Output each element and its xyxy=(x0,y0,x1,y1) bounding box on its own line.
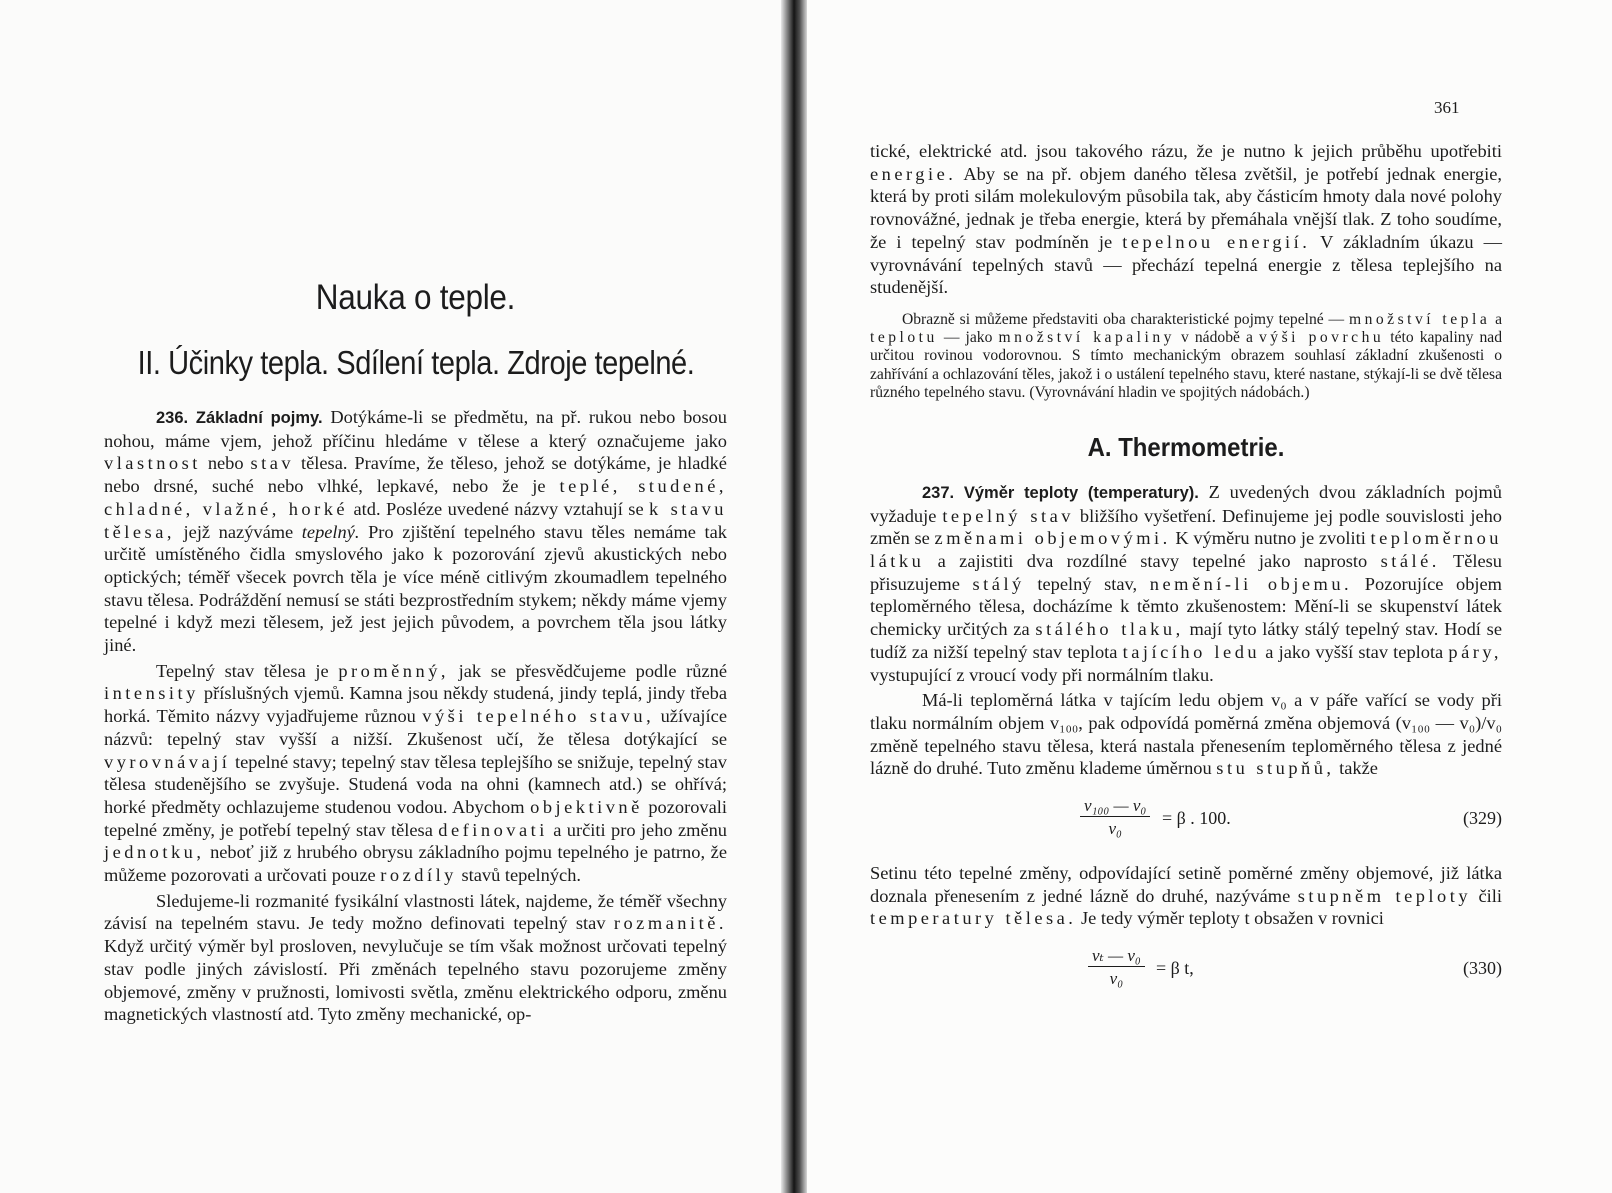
text-run: tělesa. Pravíme, že těleso, jehož se dotýkáme, je hladké nebo drsné, suché nebo vlhké, lepkavé, nebo že je xyxy=(104,453,727,497)
text-run: K výměru nutno je zvoliti xyxy=(1175,528,1366,549)
text-run: jak se přesvědčujeme podle různé xyxy=(458,660,728,681)
text-run: v nádobě a xyxy=(1181,329,1253,347)
spaced-term: jednotku, xyxy=(104,842,205,863)
spaced-term: teplé, studené, chladné, vlažné, horké xyxy=(104,476,727,519)
text-run: Je tedy výměr teploty t obsažen v rovnici xyxy=(1081,908,1384,929)
equation-329-fraction xyxy=(1080,796,1150,839)
spaced-term: výši tepelného stavu, xyxy=(422,706,655,727)
text-run: Obrazně si můžeme představiti oba charakteristické pojmy tepelné — xyxy=(902,310,1345,328)
text-run: tepelný stav, xyxy=(1037,573,1138,594)
spaced-term: tepelnou energií. xyxy=(1122,231,1311,252)
spaced-term: páry, xyxy=(1448,641,1502,662)
spaced-term: rozmanitě. xyxy=(613,913,727,934)
text-run: bližšího vyšetření. Definujeme jej podle souvislosti jeho změn se xyxy=(870,505,1503,549)
book-gutter xyxy=(781,0,807,1193)
text-run: Sledujeme-li rozmanité fysikální vlastnosti látek, najdeme, že téměř všechny závisí na tepelném stavu. Je tedy možno definovati tepelný stav xyxy=(104,890,727,934)
text-run: užívajíce názvů: tepelný stav vyšší a nižší. Zkušenost učí, že tělesa dotýkající se xyxy=(104,706,727,749)
text-run: Aby se na př. objem daného tělesa zvětšil, je potřebí jednak energie, která by proti silám molekulovým působila tak, aby částicím hmoty dala nové polohy rovnovážné, jednak je třeba energie, která by přemáhala vnější tlak. Z toho soudíme, že i tepelný stav podmíněn je xyxy=(870,163,1502,252)
spaced-term: výši povrchu xyxy=(1259,329,1385,347)
spaced-term: stálého tlaku, xyxy=(1035,619,1184,640)
equation-329-number: (329) xyxy=(1463,808,1502,829)
text-run: vystupující z vroucí vody při normálním tlaku. xyxy=(870,664,1214,685)
spaced-term: intensity xyxy=(104,683,199,704)
equation-329-rhs: = β . 100. xyxy=(1162,808,1231,829)
text-run: atd. Posléze uvedené názvy vztahují se xyxy=(353,498,644,519)
text-run: čili xyxy=(1478,885,1502,906)
text-run: Tepelný stav tělesa je xyxy=(156,660,329,681)
spaced-term: teploměrnou látku xyxy=(870,528,1502,572)
text-run: a určiti pro jeho změnu xyxy=(553,819,727,840)
spaced-term: rozdíly xyxy=(380,865,457,886)
text-run: Pozorujíce objem teploměrného tělesa, docházíme k těmto zkušenostem: Mění-li se skupenství látek chemicky určitých za xyxy=(870,573,1502,640)
text-run: a zajistiti dva rozdílné stavy tepelné jako naprosto xyxy=(937,551,1368,572)
spaced-term: množství kapaliny xyxy=(998,329,1175,347)
right-paragraph-1 xyxy=(870,140,1502,299)
equation-329-denominator: v₀ xyxy=(1108,819,1122,839)
text-run: tepelné stavy; tepelný stav tělesa teplejšího se snižuje, tepelný stav tělesa studenějšího se zvyšuje. Studená voda na ohni (kamnech atd.) se ohřívá; horké předměty ochlazujeme studenou vodou. Abychom xyxy=(104,751,728,817)
spaced-term: definovati xyxy=(438,819,548,840)
text-run: jejž nazýváme xyxy=(183,521,294,542)
left-text-column xyxy=(104,278,727,1026)
spaced-term: množství tepla xyxy=(1348,310,1491,328)
spaced-term: k stavu tělesa, xyxy=(104,498,727,542)
equation-330-fraction xyxy=(1088,946,1145,989)
text-run: Když určitý výměr byl prosloven, nevylučuje se tím však možnost určovati tepelný stav podle jiných závislostí. Při změnách tepelného stavu pozorujeme změny objemové, změny v pružnosti, lomivosti světla, změnu elektrického odporu, změnu magnetických vlastností atd. Tyto změny mechanické, op- xyxy=(104,936,727,1025)
section-236-heading: 236. Základní pojmy. xyxy=(156,409,323,427)
equation-330-number: (330) xyxy=(1463,958,1502,979)
equation-330-rhs: = β t, xyxy=(1156,958,1194,979)
spaced-term: vlastnost xyxy=(104,453,201,474)
section-237-heading: 237. Výměr teploty (temperatury). xyxy=(922,483,1199,502)
spaced-term: stupněm teploty xyxy=(1297,885,1472,906)
spaced-term: nemění-li objemu. xyxy=(1149,573,1353,594)
spaced-term: energie. xyxy=(870,163,957,184)
text-run: stavů tepelných. xyxy=(461,865,581,886)
chapter-title: II. Účinky tepla. Sdílení tepla. Zdroje tepelné. xyxy=(137,344,695,381)
spaced-term: stav xyxy=(250,453,295,474)
text-run: Z uvedených dvou základních pojmů vyžaduje xyxy=(870,481,1502,526)
spaced-term: stu stupňů, xyxy=(1216,758,1335,779)
spaced-term: tajícího ledu xyxy=(1122,641,1261,662)
spaced-term: vyrovnávají xyxy=(104,751,231,772)
text-run: příslušných vjemů. Kamna jsou někdy studená, jindy teplá, jindy třeba horká. Těmito názvy vyjadřujeme různou xyxy=(104,683,727,727)
section-237-paragraph-1 xyxy=(870,481,1502,686)
text-run: tické, elektrické atd. jsou takového rázu, že je nutno k jejich průběhu upotřebiti xyxy=(870,141,1502,161)
text-run: Má-li teploměrná látka v tajícím ledu objem v₀ a v páře vařící se vody při tlaku normálním objem v₁₀₀, pak odpovídá poměrná změna objemová (v₁₀₀ — v₀)/v₀ změně tepelného stavu tělesa, která nastala přenesením teploměrného tělesa z jedné lázně do druhé. Tuto změnu klademe úměrnou xyxy=(870,690,1502,779)
text-run: — jako xyxy=(943,329,993,347)
spaced-term: proměnný, xyxy=(338,660,449,681)
small-print-note xyxy=(870,311,1502,402)
spaced-term: teplotu xyxy=(870,329,938,347)
text-run: V základním úkazu — vyrovnávání tepelných stavů — přechází tepelná energie z tělesa teplejšího na studenější. xyxy=(870,231,1503,298)
left-paragraph-2 xyxy=(104,660,727,887)
text-run: Pro zjištění tepelného stavu těles nemáme tak určitě umístěného čidla smyslového jako k pozorování zjevů akustických nebo optických; téměř všecek povrch těla je více méně citlivým zkoumadlem tepelného stavu tělesa. Podráždění nemusí se státi bezprostředním stykem; někdy máme vjemy tepelné i když mezi tělesem, jež jest jejich původem, a povrchem těla jsou látky jiné. xyxy=(104,521,727,656)
equation-329-numerator: v₁₀₀ — v₀ xyxy=(1080,796,1150,817)
italic-term: tepelný. xyxy=(301,521,360,542)
text-run: nebo xyxy=(207,453,244,474)
section-title: A. Thermometrie. xyxy=(1087,431,1285,462)
text-run: této kapaliny nad určitou rovinou vodorovnou. S tímto mechanickým obrazem souhlasí základní zkušenosti o zahřívání a ochlazování těles, jakož i o ustálení tepelného stavu, které nastane, stýkají-li se dvě tělesa různého tepelného stavu. (Vyrovnávání hladin ve spojitých nádobách.) xyxy=(870,329,1502,401)
spaced-term: stálý xyxy=(972,573,1025,594)
spaced-term: tepelný stav xyxy=(942,505,1074,526)
text-run: a jako vyšší stav teplota xyxy=(1265,641,1444,662)
spaced-term: temperatury tělesa. xyxy=(870,908,1077,929)
text-run: pozorovali tepelné změny, je potřebí tepelný stav tělesa xyxy=(104,796,727,840)
equation-329 xyxy=(870,794,1502,850)
text-run: neboť již z hrubého obrysu základního pojmu tepelného je patrno, že můžeme pozorovati a určovati pouze xyxy=(104,842,727,886)
left-paragraph-3 xyxy=(104,890,727,1026)
text-run: takže xyxy=(1339,758,1378,779)
text-run: Dotýkáme-li se předmětu, na př. rukou nebo bosou nohou, máme vjem, jehož příčinu hledáme v tělese a který označujeme jako xyxy=(104,407,728,451)
right-paragraph-4 xyxy=(870,862,1502,930)
text-run: Tělesu přisuzujeme xyxy=(870,551,1502,594)
right-paragraph-3 xyxy=(870,689,1502,780)
section-236-paragraph-1 xyxy=(104,406,727,657)
equation-330-denominator: v₀ xyxy=(1109,969,1124,989)
right-text-column xyxy=(870,140,1502,1012)
page-number: 361 xyxy=(1434,98,1460,117)
equation-330 xyxy=(870,944,1502,1000)
equation-330-numerator: vₜ — v₀ xyxy=(1088,946,1145,967)
spaced-term: objektivně xyxy=(530,796,643,817)
book-title: Nauka o teple. xyxy=(315,278,516,317)
text-run: a xyxy=(1495,310,1502,328)
text-run: Setinu této tepelné změny, odpovídající setině poměrné změny objemové, již látka doznala přenesením z jedné lázně do druhé, nazýváme xyxy=(870,863,1502,906)
text-run: mají tyto látky stálý tepelný stav. Hodí se tudíž za nižší tepelný stav teplota xyxy=(870,619,1502,662)
spaced-term: změnami objemovými. xyxy=(934,528,1171,549)
spaced-term: stálé. xyxy=(1380,551,1440,572)
